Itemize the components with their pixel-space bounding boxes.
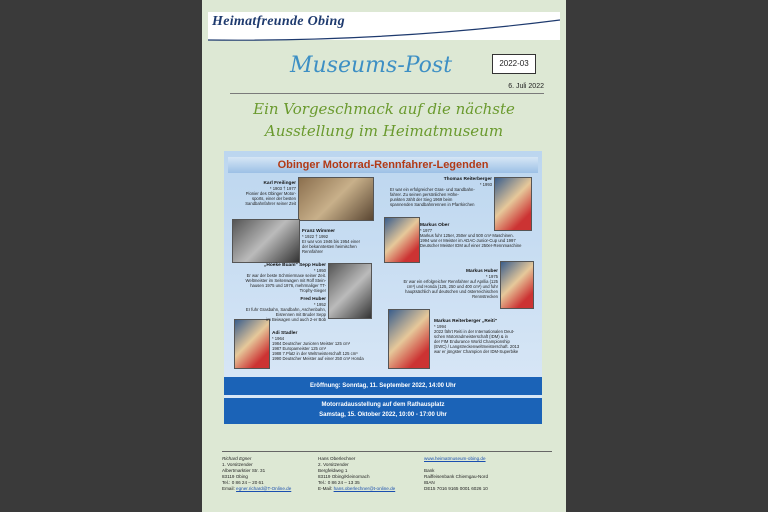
contact-email-row bbox=[318, 486, 395, 492]
rider-text: Weltmeister im Seitenwagen mit Rolf Stein- bbox=[245, 278, 326, 283]
rider-text: * 1977 bbox=[420, 228, 433, 233]
issue-date: 6. Juli 2022 bbox=[508, 83, 544, 90]
rider-text: Eisrennen mit Bruder Sepp bbox=[275, 312, 326, 317]
opening-text: Eröffnung: Sonntag, 11. September 2022, 14:00 Uhr bbox=[309, 383, 457, 389]
rider-markus-ober bbox=[420, 223, 538, 248]
rider-text: Er fuhr Grasbahn, Sandbahn, Aschenbahn, bbox=[245, 307, 326, 312]
bank-name: Raiffeisenbank Chiemgau-Nord bbox=[424, 474, 489, 479]
rider-text: (EWC) / Langstreckenweltmeisterschaft. 2013 bbox=[434, 344, 520, 349]
rider-text: im Beiwagen und auch 2-er Bob bbox=[266, 317, 326, 322]
rider-text: Trophy-Sieger bbox=[299, 288, 326, 293]
rider-text: schen Motorradmeisterschaft (IDM) & in bbox=[434, 334, 509, 339]
poster-title: Obinger Motorrad-Rennfahrer-Legenden bbox=[277, 159, 489, 171]
photo-markus-ober bbox=[384, 217, 420, 263]
rider-text: * 1950 bbox=[313, 268, 326, 273]
email-label: E-Mail: bbox=[318, 486, 334, 491]
rider-text: Er war der beste Schmiermaxe seiner Zeit. bbox=[246, 273, 326, 278]
rider-text: * 1922 † 1992 bbox=[302, 234, 329, 239]
rider-text: hausen 1975 und 1976, mehrmaliger TT- bbox=[250, 283, 326, 288]
rider-text: * 1952 bbox=[313, 302, 326, 307]
header-title: Heimatfreunde Obing bbox=[212, 14, 345, 29]
rider-text: war er jüngster Champion der IDM-Superbike bbox=[434, 349, 519, 354]
rider-text: 2022 fährt Reiti in der Internationalen Deut- bbox=[434, 329, 515, 334]
rider-text: 1987 Europameister 125 cm³ bbox=[272, 346, 326, 351]
rider-fred-huber bbox=[228, 297, 326, 322]
rider-text: Rennstrecken bbox=[472, 294, 498, 299]
rider-text: 1990 Deutscher Meister auf einer 250 cm³ Honda bbox=[272, 356, 364, 361]
contact-role: 2. Vorsitzender bbox=[318, 462, 349, 467]
rider-text: Markus fuhr 125er, 250er und 500 cm³ Maschinen. bbox=[420, 233, 514, 238]
rider-adi-stadler bbox=[272, 331, 384, 361]
contact-street: Albertmarktier Str. 31 bbox=[222, 468, 266, 473]
contact-email-row bbox=[222, 486, 291, 492]
photo-markus-huber bbox=[500, 261, 534, 309]
photo-adi-stadler bbox=[234, 319, 270, 369]
footer-contact-chair bbox=[222, 456, 291, 492]
contact-name: Richard Egner bbox=[222, 456, 252, 461]
rider-text: Er war ein erfolgreicher Rennfahrer auf Aprilia (125 bbox=[403, 279, 498, 284]
rider-text: 1984 Deutscher Junioren Meister 125 cm³ bbox=[272, 341, 350, 346]
rider-name: „Hoeke Buam" Sepp Huber bbox=[264, 263, 326, 268]
rider-text: spannenden Sandbahnrennen in Pfarrkirchen bbox=[390, 202, 475, 207]
contact-phone: Tel.: 0 86 24 – 13 35 bbox=[318, 480, 360, 485]
rider-text: der FIM Endurance World Championship bbox=[434, 339, 510, 344]
exhibit-location: Motorradausstellung auf dem Rathausplatz bbox=[321, 402, 445, 408]
contact-role: 1. Vorsitzender bbox=[222, 462, 253, 467]
footer-bank-info bbox=[424, 456, 488, 492]
iban-label: IBAN bbox=[424, 480, 435, 485]
rider-text: fahrer. Zu seinen persönlichen Höhe- bbox=[390, 192, 459, 197]
rider-text: * 1993 bbox=[479, 182, 492, 187]
photo-karl-freilinger bbox=[298, 177, 374, 221]
rider-text: 1988 7.Platz in der Weltmeisterschaft 125 cm³ bbox=[272, 351, 358, 356]
rider-name: Franz Wimmer bbox=[302, 229, 336, 234]
exhibit-date: Samstag, 15. Oktober 2022, 10:00 - 17:00 Uhr bbox=[319, 412, 447, 418]
rider-name: Markus Ober bbox=[420, 223, 450, 228]
rider-name: Fred Huber bbox=[300, 297, 326, 302]
newsletter-page bbox=[202, 0, 566, 512]
rider-sepp-huber bbox=[228, 263, 326, 293]
contact-city: 83119 Obing/Kleinornach bbox=[318, 474, 370, 479]
rider-text: Er war von 1946 bis 1954 einer bbox=[302, 239, 360, 244]
opening-banner bbox=[224, 377, 542, 395]
contact-street: Bergfeldweg 1 bbox=[318, 468, 348, 473]
rider-markus-reiterberger bbox=[434, 319, 540, 354]
bank-label: Bank bbox=[424, 468, 435, 473]
rider-thomas-reiterberger bbox=[390, 177, 492, 207]
rider-text: * 1964 bbox=[272, 336, 285, 341]
rider-text: * 1975 bbox=[485, 274, 498, 279]
rider-text: Rennfahrer bbox=[302, 249, 323, 254]
rider-name: Markus Huber bbox=[466, 269, 498, 274]
issue-number: 2022-03 bbox=[492, 54, 536, 74]
rider-text: 1994 war er Meister im ADAC-Junior-Cup und 1997 bbox=[420, 238, 516, 243]
masthead-title: Museums-Post bbox=[290, 53, 453, 78]
rider-text: der bekanntesten heimischen bbox=[302, 244, 357, 249]
headline-line2: Ausstellung im Heimatmuseum bbox=[264, 122, 504, 140]
rider-text: Er war ein erfolgreicher Gras- und Sandbahn- bbox=[390, 187, 475, 192]
rider-karl-freilinger bbox=[228, 181, 296, 206]
rider-text: Sandbahnfahrer seiner Zeit bbox=[245, 201, 296, 206]
iban-value: DE15 7016 9165 0001 6026 10 bbox=[424, 486, 488, 491]
rider-text: Deutscher Meister IDM auf einer 250er-Rennmaschine bbox=[420, 243, 522, 248]
rider-franz-wimmer bbox=[302, 229, 384, 254]
contact-phone: Tel.: 0 86 24 – 20 61 bbox=[222, 480, 264, 485]
rider-markus-huber bbox=[378, 269, 498, 299]
rider-text: sports, einer der besten bbox=[252, 196, 296, 201]
rider-text: hauptsächlich auf deutschen und österreichischen bbox=[405, 289, 498, 294]
contact-city: 83119 Obing bbox=[222, 474, 248, 479]
rider-text: punkten zählt der Sieg 1969 beim bbox=[390, 197, 453, 202]
photo-markus-reiterberger bbox=[388, 309, 430, 369]
contact-email-link[interactable]: egner.richard@T-Online.de bbox=[236, 486, 292, 491]
rider-text: * 1994 bbox=[434, 324, 447, 329]
footer-divider bbox=[222, 451, 552, 452]
masthead-divider bbox=[230, 93, 544, 94]
email-label: Email: bbox=[222, 486, 237, 491]
rider-name: Adi Stadler bbox=[272, 331, 298, 336]
rider-name: Karl Freilinger bbox=[263, 181, 296, 186]
photo-franz-wimmer bbox=[232, 219, 300, 263]
contact-email-link[interactable]: hans.oberlechner@t-online.de bbox=[333, 486, 396, 491]
rider-text: Pionier des Obinger Motor- bbox=[245, 191, 296, 196]
rider-text: cm³) und Honda (125, 250 und 400 cm³) und fuhr bbox=[406, 284, 498, 289]
headline-line1: Ein Vorgeschmack auf die nächste bbox=[253, 100, 515, 118]
exhibit-banner bbox=[224, 398, 542, 424]
contact-name: Hans Oberlechner bbox=[318, 456, 356, 461]
photo-huber-brothers bbox=[328, 263, 372, 319]
website-link[interactable]: www.heimatmuseum-obing.de bbox=[424, 456, 486, 461]
rider-name: Thomas Reiterberger bbox=[443, 177, 492, 182]
rider-name: Markus Reiterberger „Reiti" bbox=[434, 319, 498, 324]
rider-text: * 1903 † 1977 bbox=[269, 186, 296, 191]
footer-contact-vice bbox=[318, 456, 395, 492]
